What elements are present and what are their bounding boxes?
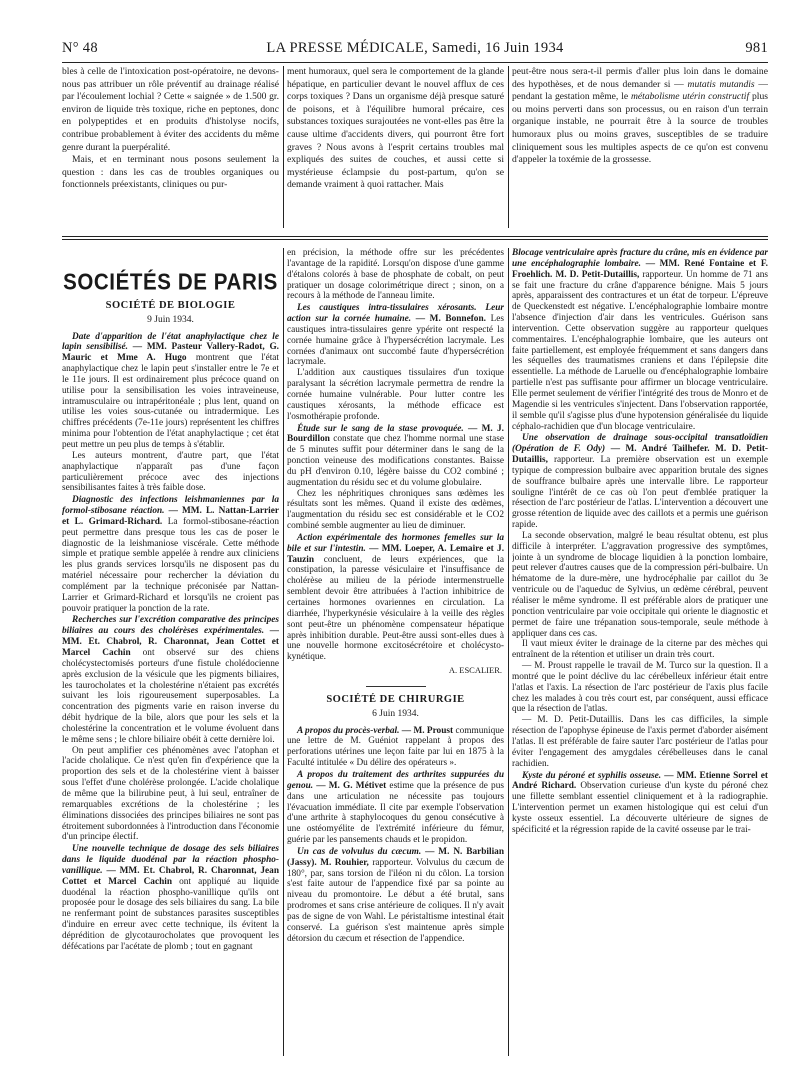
abstract-text: rapporteur. Volvulus du cæcum de 180°, par, sans torsion de l'iléon ni du côlon. La torsion s'est faite autour de l'appendice fixé par sa pointe au niveau du promontoire. Le début a été brutal, sans prodromes et sans crise antérieure de coliques. Il n'y avait pas de signe de von Wahl. Le péristaltisme intestinal était conservé. La guérison s'est maintenue après simple détorsion du cæcum et résection de l'appendice.: [287, 857, 504, 944]
abstract-title: Blocage ventriculaire après fracture du crâne, mis en évidence par une encéphalographie lombaire.: [512, 248, 768, 269]
abstract-title: Une nouvelle technique de dosage des sels biliaires dans le liquide duodénal par la réaction phospho-vanillique.: [62, 844, 279, 876]
abstract-title: Date d'apparition de l'état anaphylactique chez le lapin sensibilisé.: [62, 331, 279, 353]
paragraph: Mais, et en terminant nous posons seulement la question : dans les cas de troubles organiques ou fonctionnels préexistants, cliniques ou pur-: [62, 154, 279, 191]
abstract-authors: — M. Proust: [401, 725, 454, 736]
text-run: — pendant la gestation même, le: [512, 78, 768, 103]
abstract-title: Une observation de drainage sous-occipital transatloïdien (Opération de F. Ody): [512, 433, 768, 455]
abstract-title: Un cas de volvulus du cæcum.: [297, 846, 422, 857]
abstract: [512, 433, 768, 531]
abstract: [287, 847, 504, 945]
italic-phrase: mutatis mutandis: [687, 78, 755, 90]
top-column-2: [287, 66, 504, 230]
italic-phrase: métabolisme utérin constructif: [630, 91, 750, 103]
column-3: [512, 248, 768, 1056]
abstract: [62, 495, 279, 614]
abstract-text: ont appliqué au liquide duodénal la réaction phospho-vanillique qu'ils ont proposée pour le dosage des sels biliaires du sang. La bile ne renfermant point de substances parasites susceptibles d'induire en erreur avec cette technique, ils évitent la déprédition de glycotaurocholates que provoquent les défécations par l'acétate de plomb ; tout en gagnant: [62, 876, 279, 952]
section-rule: [62, 239, 768, 240]
page-number: 981: [745, 40, 768, 56]
abstract-text: montrent que l'état anaphylactique chez le lapin peut s'installer entre le 7e et le 11e jours. Il est ordinairement plus précoce quand on utilise pour la sensibilisation les voies intraveineuse, intramusculaire ou intrapéritonéale ; plus lent, quand on utilise les voies sous-cutanée ou intradermique. Les chiffres précédents (7e-11e jours) représentent les chiffres minima pour l'obtention de l'état anaphylactique ; cet état peut mettre un peu plus de temps à s'établir.: [62, 353, 279, 450]
abstract: [287, 770, 504, 846]
paragraph: bles à celle de l'intoxication post-opératoire, ne devons-nous pas attribuer un rôle préventif au drainage réalisé par l'écoulement lochial ? Cette « saignée » de 1.500 gr. environ de liquide très toxique, riche en peptones, donc en polypeptides et en produits d'histolyse nocifs, contribue probablement à éviter des accidents du même genre durant la puerpéralité.: [62, 66, 279, 153]
abstract-authors: — MM. Loeper, A. Lemaire et J. Tauzin: [287, 543, 504, 565]
abstract-text: ont observé sur des chiens cholécystectomisés porteurs d'une fistule cholédocienne après exclusion de la vésicule que les pigments biliaires, les taurocholates et la cholestérine n'étaient pas excrétés suivant les lois rigoureusement superposables. La concentration des pigments varie en raison inverse du débit hydrique de la bile, alors que pour les sels et la cholestérine la concentration et le volume évoluent dans le même sens ; le chlore biliaire obéit à cette dernière loi.: [62, 648, 279, 745]
abstract-authors: — MM. L. Nattan-Larrier et L. Grimard-Richard.: [62, 506, 279, 527]
column-rule: [508, 66, 509, 228]
abstract-title: Étude sur le sang de la stase provoquée.: [297, 423, 464, 434]
abstract-authors: — M. J. Bourdillon: [287, 423, 504, 445]
abstract-authors: — MM. René Fontaine et F. Froehlich. M. D. Petit-Dutaillis,: [512, 258, 768, 280]
abstract-text: communique une lettre de M. Guéniot rappelant à propos des perforations utérines une leçon faite par lui en 1875 à la Faculté intitulée « Du délire des opérateurs ».: [287, 725, 504, 769]
text-run: plus ou moins perverti dans son processus, ou en raison d'un terrain organique instable, ne pourrait être à la source de troubles humoraux plus ou moins graves, susceptibles de se traduire cliniquement sous les multiples aspects de ce qu'on est convenu d'appeler la toxémie de la grossesse.: [512, 91, 768, 166]
abstract-text: concluent, de leurs expériences, que la constipation, la paresse vésiculaire et l'insuffisance de cholérèse au milieu de la période intermenstruelle semblent devoir être attribuées à l'action inhibitrice de certaines hormones ovariennes en circulation. La diarrhée, l'hyperkynésie vésiculaire à la veille des règles sont peut-être un phénomène compensateur hépatique après inhibition durable. Peut-être aussi sont-elles dues à une nouvelle hormone excitosécrétoire et cholécysto-kynétique.: [287, 554, 504, 663]
abstract-authors: — M. Bonnefon.: [415, 314, 486, 325]
paragraph: [512, 66, 768, 167]
section-rule: [62, 236, 768, 237]
abstract-text: La formol-stibosane-réaction peut permettre dans presque tous les cas de poser le diagnostic de la leishmaniose viscérale. Cette méthode simple et pratique semble appelée à rendre aux cliniciens les plus grands services lorsqu'ils ne disposent pas du matériel nécessaire pour rechercher la déviation du complément par la technique préconisée par Nattan-Larrier et Grimard-Richard et lorsqu'ils ne croient pas pouvoir pratiquer la ponction de la rate.: [62, 516, 279, 614]
paragraph: Chez les néphritiques chroniques sans œdèmes les résultats sont les mêmes. Quand il existe des œdèmes, l'augmentation du résidu sec est considérable et le CO2 combiné semble augmenter au lieu de diminuer.: [287, 488, 504, 532]
header-rule: [62, 62, 768, 63]
column-rule: [508, 248, 509, 1056]
abstract-title: Action expérimentale des hormones femelles sur la bile et sur l'intestin.: [287, 532, 504, 554]
abstract-text: Observation curieuse d'un kyste du péroné chez une fillette semblant essentiel cliniquement et à la radiographie. L'intervention permet un examen histologique qui est celui d'un kyste osseux essentiel. La découverte ultérieure de signes de spécificité et la régression rapide de la cavité osseuse par le trai-: [512, 781, 768, 835]
society-title: SOCIÉTÉ DE BIOLOGIE: [105, 299, 236, 311]
abstract: [62, 615, 279, 745]
abstract-title: Kyste du péroné et syphilis osseuse.: [522, 770, 662, 781]
abstract-title: Recherches sur l'excrétion comparative des principes biliaires au cours des cholérèses expérimentales.: [62, 615, 279, 637]
journal-title: LA PRESSE MÉDICALE, Samedi, 16 Juin 1934: [266, 40, 564, 56]
session-date: 6 Juin 1934.: [372, 708, 419, 719]
paragraph: ment humoraux, quel sera le comportement de la glande hépatique, en particulier devant le nouvel afflux de ces corps toxiques ? Dans un organisme déjà presque saturé de poisons, et à l'équilibre humoral précaire, ces substances toxiques surajoutées ne vont-elles pas être la cause ultime d'accidents divers, qui pourront être fort graves ? Nous avons à l'esprit certains troubles mal expliqués des suites de couches, et aussi cette si mystérieuse éclampsie du post-partum, qu'on se demande vraiment à quoi rattacher. Mais: [287, 66, 504, 191]
abstract: [512, 771, 768, 836]
column-rule: [283, 66, 284, 228]
paragraph: en précision, la méthode offre sur les précédentes l'avantage de la rapidité. Lorsqu'on dispose d'une gamme d'étalons colorés à base de phosphate de cobalt, on peut pratiquer un dosage colorimétrique direct ; sinon, on a recours à la méthode de l'anneau limite.: [287, 248, 504, 302]
text-run: peut-être nous sera-t-il permis d'aller plus loin dans le domaine des hypothèses, et de nous demander si —: [512, 66, 768, 90]
abstract-authors: — M. N. Barbilian (Jassy). M. Rouhier,: [287, 846, 504, 868]
abstract: [287, 303, 504, 368]
abstract-authors: — M. G. Métivet: [316, 780, 387, 791]
paragraph: Il vaut mieux éviter le drainage de la citerne par des mèches qui entraînent de la rétention et utiliser un drain très court.: [512, 639, 768, 661]
abstract-text: Les caustiques intra-tissulaires genre ypérite ont respecté la cornée humaine grâce à l'hypersécrétion lacrymale. Les cornées d'animaux ont succombé faute d'hypersécrétion lacrymale.: [287, 314, 504, 368]
running-head: [62, 40, 768, 62]
abstract: [512, 248, 768, 432]
paragraph: La seconde observation, malgré le beau résultat obtenu, est plus difficile à interpréter. L'aggravation progressive des symptômes, jointe à un syndrome de blocage liquidien à la ponction lombaire, peut relever d'autres causes que de la compression péri-bulbaire. Un hématome de la dure-mère, une hydrocéphalie par caillot du 3e ventricule ou de l'aqueduc de Sylvius, un œdème cérébral, peuvent réaliser le même syndrome. Il est préférable alors de pratiquer une ponction ventriculaire par voie occipitale qui oriente le diagnostic et permet de faire une trépanation sous-temporale, seule méthode à appliquer dans ces cas.: [512, 530, 768, 639]
column-rule: [283, 248, 284, 1056]
abstract-title: Diagnostic des infections leishmaniennes par la formol-stibosane réaction.: [62, 495, 279, 517]
paragraph: L'addition aux caustiques tissulaires d'un toxique paralysant la sécrétion lacrymale permettra de rendre la cornée humaine vulnérable. Pour lutter contre les caustiques xérosants, la méthode efficace est l'osmothérapie profonde.: [287, 368, 504, 422]
issue-number: N° 48: [62, 40, 98, 56]
abstract-text: rapporteur. Un homme de 71 ans se fait une fracture du crâne d'apparence bénigne. Mais 5 jours après, apparaissent des contractures et un état de torpeur. L'épreuve de Queckenstedt est négative. L'encéphalographie lombaire montre l'absence d'injection d'air dans les ventricules. Guérison sans intervention. Cette observation suggère au rapporteur quelques commentaires. L'encéphalographie lombaire, que les auteurs ont faite partiellement, est employée fréquemment et sans dangers dans les séquelles des traumatismes craniens et dans l'épilepsie dite essentielle. La méthode de Laruelle ou d'encéphalographie lombaire partielle n'est pas suffisante pour affirmer un blocage ventriculaire. Elle permet seulement de vérifier l'intégrité des trous de Monro et de Magendie si les ventricules s'injectent. Dans l'observation rapportée, il semble qu'il s'agisse plus d'une hypotension généralisée du liquide céphalo-rachidien que d'un blocage ventriculaire.: [512, 269, 768, 432]
signature: A. ESCALIER.: [448, 665, 502, 676]
abstract-authors: — MM. Et. Chabrol, R. Charonnat, Jean Cottet et Marcel Cachin: [62, 626, 279, 658]
abstract: [62, 332, 279, 451]
abstract-authors: — MM. Et. Chabrol, R. Charonnat, Jean Cottet et Marcel Cachin: [62, 865, 279, 887]
abstract: [287, 533, 504, 663]
paragraph: On peut amplifier ces phénomènes avec l'atophan et l'acide cholalique. Ce n'est qu'en fin d'expérience que la proportion des sels et de la cholestérine vient à baisser sous l'effet d'une cholérèse prolongée. L'acide cholalique de même que la bilirubine peut, à lui seul, entraîner de remarquables excrétions de la cholestérine ; les éliminations dissociées des principes biliaires ne sont pas étroitement subordonnées à l'introduction dans l'économie d'un principe électif.: [62, 745, 279, 843]
abstract: [287, 424, 504, 489]
abstract-text: rapporteur. La première observation est un exemple typique de compression bulbaire avec apparition brutale des signes de souffrance bulbaire après une intervalle libre. Le rapporteur souligne l'intérêt de ce cas où l'on peut d'emblée pratiquer la résection de l'arc postérieur de l'atlas. L'intervention a découvert une grosse rétention de liquide avec des caillots et a permis une guérison rapide.: [512, 455, 768, 531]
column-2: [287, 248, 504, 1056]
abstract-text: estime que la présence de pus dans une articulation ne nécessite pas toujours l'évacuation immédiate. Il cite par exemple l'observation d'une arthrite à staphylocoques du genou consécutive à une ostéomyélite de l'extrémité inférieure du fémur, guérie par les pansements chauds et le propidon.: [287, 780, 504, 846]
abstract: [287, 726, 504, 769]
abstract-authors: — M. André Tailhefer. M. D. Petit-Dutaillis,: [512, 444, 768, 466]
abstract-text: constate que chez l'homme normal une stase de 5 minutes suffit pour déterminer dans le sang de la ponction veineuse des modifications constantes. Baisse du pH d'environ 0.10, légère baisse du CO2 combiné ; augmentation du résidu sec et du volume globulaire.: [287, 434, 504, 488]
abstract-title: A propos du traitement des arthrites suppurées du genou.: [287, 769, 504, 791]
session-date: 9 Juin 1934.: [147, 314, 194, 325]
abstract: [62, 844, 279, 952]
top-column-1: [62, 66, 279, 230]
society-title: SOCIÉTÉ DE CHIRURGIE: [326, 693, 465, 705]
paragraph: Les auteurs montrent, d'autre part, que l'état anaphylactique n'apparaît pas d'une façon particulièrement précoce avec des injections sensibilisantes faites à très faible dose.: [62, 450, 279, 494]
paragraph: — M. D. Petit-Dutaillis. Dans les cas difficiles, la simple résection de l'apophyse épineuse de l'axis permet d'aborder aisément l'atlas. Il est préférable de faire sauter l'arc postérieur de l'atlas pour éviter l'engagement des amygdales cérébelleuses dans le canal rachidien.: [512, 715, 768, 769]
abstract-authors: — MM. Pasteur Vallery-Radot, G. Mauric et Mme A. Hugo: [62, 342, 279, 364]
abstract-title: Les caustiques intra-tissulaires xérosants. Leur action sur la cornée humaine.: [287, 303, 504, 325]
section-title: SOCIÉTÉS DE PARIS: [63, 269, 278, 296]
abstract-authors: — MM. Etienne Sorrel et André Richard.: [512, 770, 768, 792]
top-column-3: [512, 66, 768, 230]
paragraph: — M. Proust rappelle le travail de M. Turco sur la question. Il a montré que le point déclive du lac cérébelleux inférieur était entre l'atlas et l'axis. La résection de l'arc postérieur de l'axis plus facile chez les malades à cou très court est, par conséquent, aussi efficace que la résection de l'atlas.: [512, 661, 768, 715]
divider: [366, 686, 426, 687]
abstract-title: A propos du procès-verbal.: [297, 725, 400, 736]
column-1: [62, 248, 279, 1056]
